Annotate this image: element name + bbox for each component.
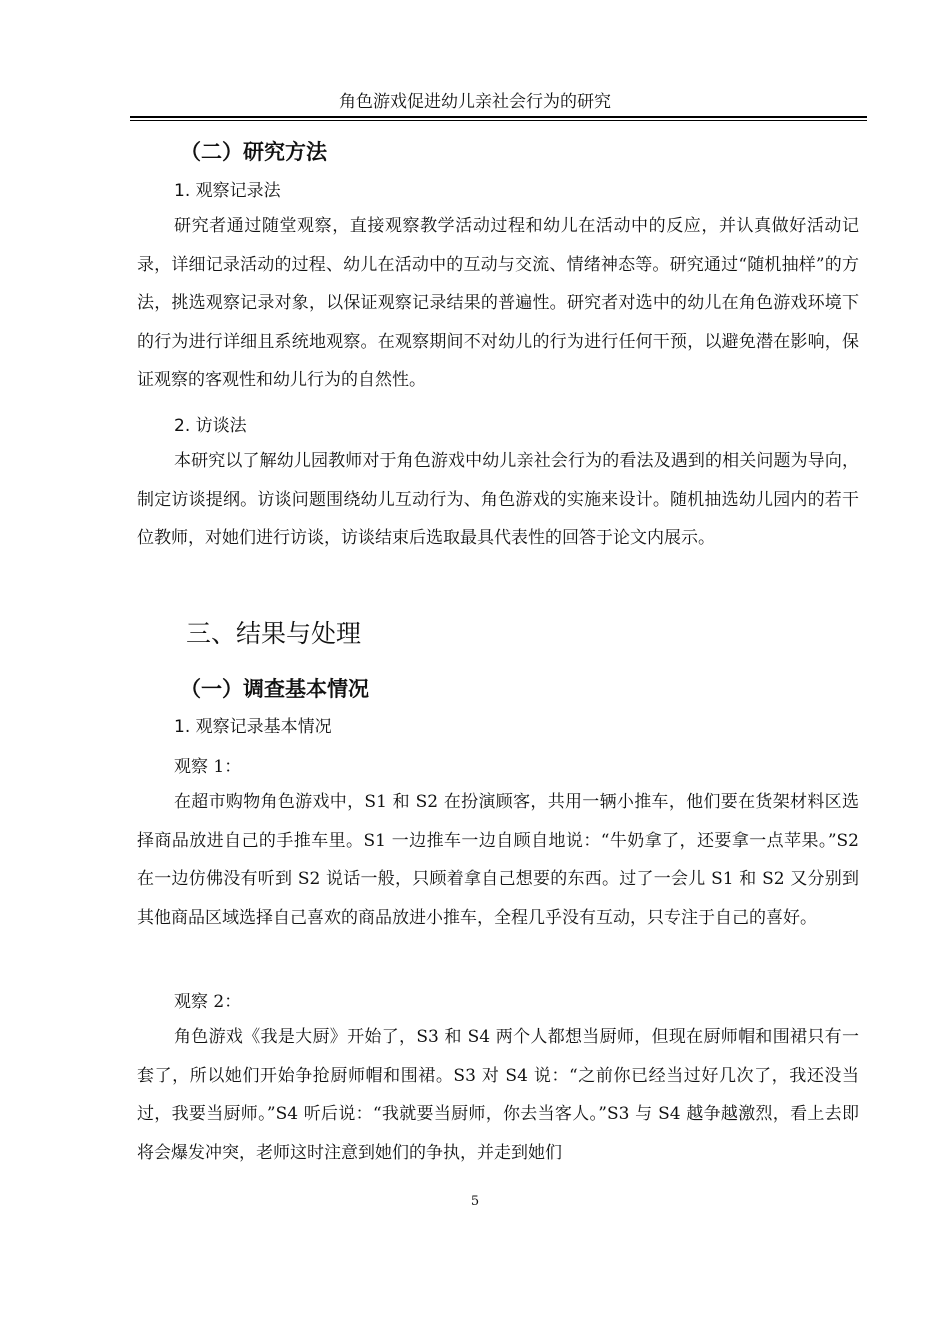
running-header-title: 角色游戏促进幼儿亲社会行为的研究 <box>339 92 611 112</box>
paragraph-interview-method: 本研究以了解幼儿园教师对于角色游戏中幼儿亲社会行为的看法及遇到的相关问题为导向，制定访谈提纲。访谈问题围绕幼儿互动行为、角色游戏的实施来设计。随机抽选幼儿园内的若干位教师，对她们进行访谈，访谈结束后选取最具代表性的回答于论文内展示。 <box>137 451 859 548</box>
page-number: 5 <box>470 1194 480 1209</box>
section-heading-research-methods: （二）研究方法 <box>180 140 327 164</box>
subsection-heading-observation-records: 1. 观察记录基本情况 <box>174 717 332 737</box>
observation-2-text: 角色游戏《我是大厨》开始了，S3 和 S4 两个人都想当厨师，但现在厨师帽和围裙只有一套了，所以她们开始争抢厨师帽和围裙。S3 对 S4 说：“之前你已经当过好几次了，我还没当过，我要当厨师。”S4 听后说：“我就要当厨师，你去当客人。”S3 与 S4 越争越激烈，看上去即将会爆发冲突，老师这时注意到她们的争执，并走到她们 <box>137 1027 859 1163</box>
paragraph-observation-method: 研究者通过随堂观察，直接观察教学活动过程和幼儿在活动中的反应，并认真做好活动记录，详细记录活动的过程、幼儿在活动中的互动与交流、情绪神态等。研究通过“随机抽样”的方法，挑选观察记录对象，以保证观察记录结果的普遍性。研究者对选中的幼儿在角色游戏环境下的行为进行详细且系统地观察。在观察期间不对幼儿的行为进行任何干预，以避免潜在影响，保证观察的客观性和幼儿行为的自然性。 <box>137 216 859 390</box>
section-heading-survey-overview: （一）调查基本情况 <box>180 677 369 701</box>
header-rule-thin <box>130 120 867 121</box>
header-rule-thick <box>130 116 867 118</box>
observation-2-label: 观察 2： <box>174 992 242 1012</box>
chapter-heading-results: 三、结果与处理 <box>186 619 362 648</box>
subsection-heading-observation: 1. 观察记录法 <box>174 181 281 201</box>
subsection-heading-interview: 2. 访谈法 <box>174 416 247 436</box>
observation-1-label: 观察 1： <box>174 757 242 777</box>
observation-1-text: 在超市购物角色游戏中，S1 和 S2 在扮演顾客，共用一辆小推车，他们要在货架材料区选择商品放进自己的手推车里。S1 一边推车一边自顾自地说：“牛奶拿了，还要拿一点苹果。”S2 在一边仿佛没有听到 S2 说话一般，只顾着拿自己想要的东西。过了一会儿 S1 和 S2 又分别到其他商品区域选择自己喜欢的商品放进小推车，全程几乎没有互动，只专注于自己的喜好。 <box>137 792 859 928</box>
